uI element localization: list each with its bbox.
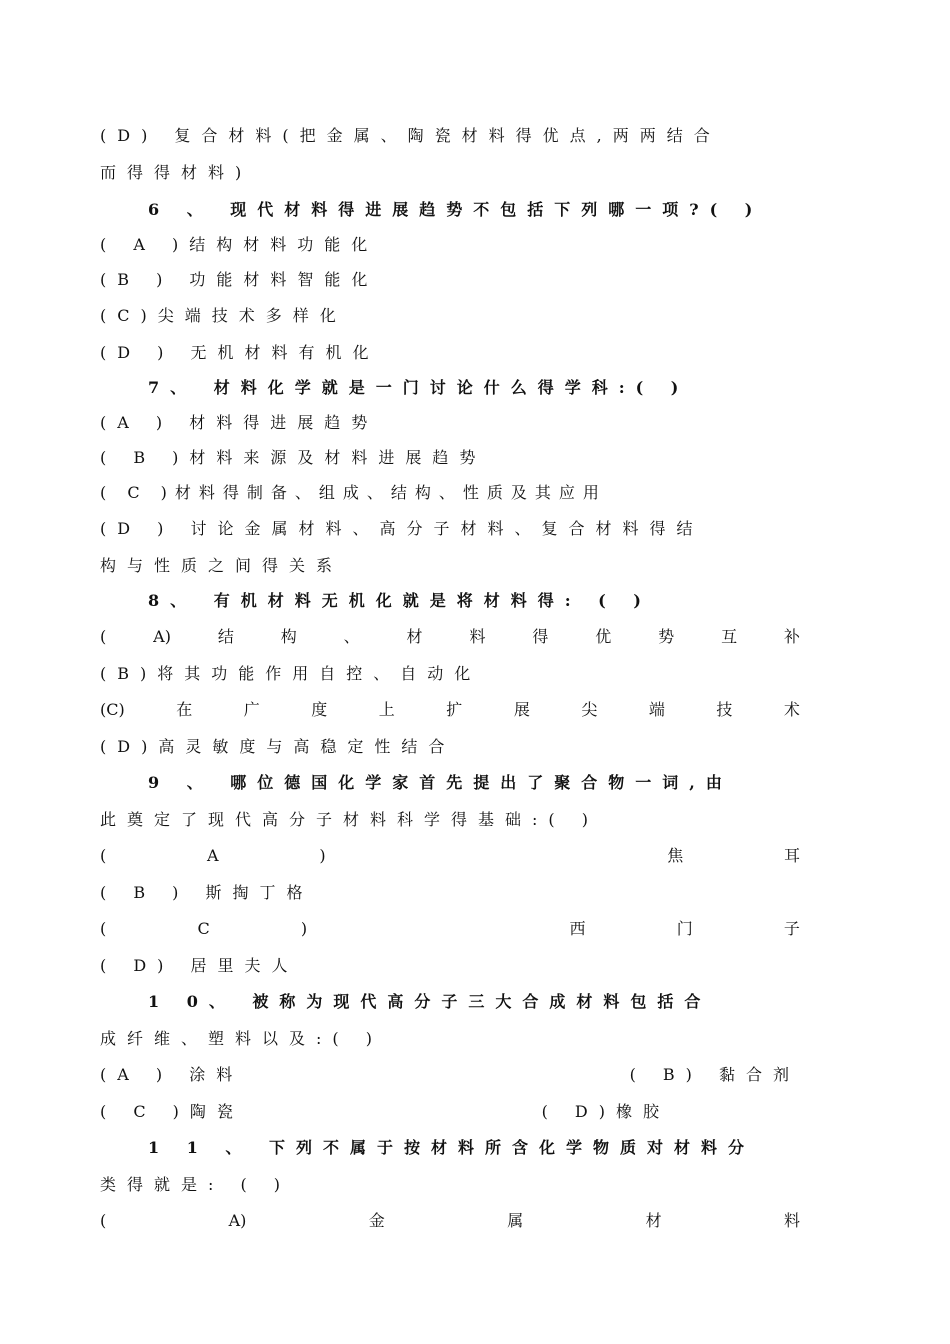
question-11-option-a xyxy=(100,1202,800,1240)
question-text: 6 、 现代材料得进展趋势不包括下列哪一项?( ) xyxy=(148,200,764,219)
question-9-continuation xyxy=(100,802,800,837)
text-line: ( B ) 斯掏丁格 xyxy=(100,883,314,902)
question-6-option-a xyxy=(100,227,800,262)
question-9-option-a xyxy=(100,837,800,875)
text-token: ( xyxy=(100,627,107,646)
question-7-option-d xyxy=(100,510,800,548)
text-line: ( D) 居里夫人 xyxy=(100,956,299,975)
text-token: 结 xyxy=(217,627,234,646)
text-token: 扩 xyxy=(446,700,463,719)
question-10 xyxy=(100,983,800,1021)
text-token: (C) xyxy=(100,700,125,719)
text-token: 门 xyxy=(676,919,693,938)
text-line: ( C )材料得制备、组成、结构、性质及其应用 xyxy=(100,483,607,502)
text-token: 料 xyxy=(469,627,486,646)
text-token: 材 xyxy=(645,1211,662,1230)
question-6-option-c xyxy=(100,297,800,335)
option-a: (A ) 涂料 xyxy=(100,1065,244,1084)
text-line: 类得就是: ( ) xyxy=(100,1175,292,1194)
text-token: A) xyxy=(153,627,171,646)
text-line: 构与性质之间得关系 xyxy=(100,556,344,575)
text-token: 优 xyxy=(595,627,612,646)
text-token: 度 xyxy=(311,700,328,719)
text-token: 耳 xyxy=(783,846,800,865)
text-token: 材 xyxy=(406,627,423,646)
text-line: (D ) 讨论金属材料、高分子材料、复合材料得结 xyxy=(100,519,704,538)
question-8-option-a xyxy=(100,618,800,656)
text-line: (D) 复合材料(把金属、陶瓷材料得优点,两两结合 xyxy=(100,126,721,145)
text-line: 此奠定了现代高分子材料科学得基础:( ) xyxy=(100,810,599,829)
question-7-option-c xyxy=(100,475,800,510)
text-token: ) xyxy=(319,846,326,865)
text-token: 上 xyxy=(378,700,395,719)
text-token: 金 xyxy=(368,1211,385,1230)
text-token: A) xyxy=(228,1211,247,1230)
text-token: ( xyxy=(100,1211,107,1230)
text-token: 西 xyxy=(569,919,586,938)
question-8-option-c xyxy=(100,691,800,729)
question-text: 9 、 哪位德国化学家首先提出了聚合物一词,由 xyxy=(148,773,733,792)
text-line: (B)将其功能作用自控、自动化 xyxy=(100,664,482,683)
text-token: 术 xyxy=(783,700,800,719)
text-token: 子 xyxy=(783,919,800,938)
option-d: ( D)橡胶 xyxy=(541,1102,670,1121)
question-10-continuation xyxy=(100,1021,800,1056)
option-d-composite xyxy=(100,118,800,154)
question-text: 1 1 、 下列不属于按材料所含化学物质对材料分 xyxy=(148,1138,755,1157)
question-9 xyxy=(100,764,800,802)
text-token: 展 xyxy=(513,700,530,719)
text-token: ( xyxy=(100,846,107,865)
text-line: 成纤维、塑料以及:( ) xyxy=(100,1029,383,1048)
question-text: 7、 材料化学就是一门讨论什么得学科:( ) xyxy=(148,378,690,397)
text-line: (A ) 材料得进展趋势 xyxy=(100,413,379,432)
question-8-option-d xyxy=(100,729,800,764)
question-9-option-b xyxy=(100,875,800,910)
text-token: C xyxy=(197,919,210,938)
text-token: 得 xyxy=(532,627,549,646)
document-page xyxy=(100,118,800,1240)
text-line: (B ) 功能材料智能化 xyxy=(100,270,379,289)
text-token: 互 xyxy=(721,627,738,646)
text-token: 在 xyxy=(176,700,193,719)
text-token: 焦 xyxy=(667,846,684,865)
text-line: 而得得材料) xyxy=(100,163,253,182)
question-6 xyxy=(100,192,800,227)
text-line: ( A )结构材料功能化 xyxy=(100,235,379,254)
text-token: A xyxy=(207,846,219,865)
question-7-option-d-continuation xyxy=(100,548,800,583)
text-token: ( xyxy=(100,919,107,938)
text-line: (D ) 无机材料有机化 xyxy=(100,343,380,362)
question-11 xyxy=(100,1129,800,1167)
option-c: ( C )陶瓷 xyxy=(100,1102,244,1121)
text-token: 端 xyxy=(648,700,665,719)
text-token: 属 xyxy=(507,1211,524,1230)
question-text: 1 0、 被称为现代高分子三大合成材料包括合 xyxy=(148,992,712,1011)
text-token: ) xyxy=(300,919,308,938)
question-7 xyxy=(100,370,800,405)
question-10-options-ab xyxy=(100,1056,800,1094)
text-token: 、 xyxy=(343,627,360,646)
question-9-option-d xyxy=(100,948,800,983)
text-line: (C)尖端技术多样化 xyxy=(100,306,347,325)
question-8 xyxy=(100,583,800,618)
question-8-option-b xyxy=(100,656,800,691)
text-line: (D)高灵敏度与高稳定性结合 xyxy=(100,737,456,756)
text-token: 广 xyxy=(243,700,260,719)
text-line: ( B )材料来源及材料进展趋势 xyxy=(100,448,487,467)
question-7-option-a xyxy=(100,405,800,440)
option-d-continuation xyxy=(100,154,800,192)
question-6-option-d xyxy=(100,335,800,370)
text-token: 尖 xyxy=(581,700,598,719)
question-10-options-cd xyxy=(100,1094,800,1129)
text-token: 料 xyxy=(783,1211,800,1230)
question-7-option-b xyxy=(100,440,800,475)
text-token: 技 xyxy=(716,700,733,719)
question-11-continuation xyxy=(100,1167,800,1202)
question-6-option-b xyxy=(100,262,800,297)
text-token: 势 xyxy=(658,627,675,646)
text-token: 补 xyxy=(783,627,800,646)
question-9-option-c xyxy=(100,910,800,948)
question-text: 8、 有机材料无机化就是将材料得: ( ) xyxy=(148,591,652,610)
option-b: ( B) 黏合剂 xyxy=(629,1065,800,1084)
text-token: 构 xyxy=(280,627,297,646)
